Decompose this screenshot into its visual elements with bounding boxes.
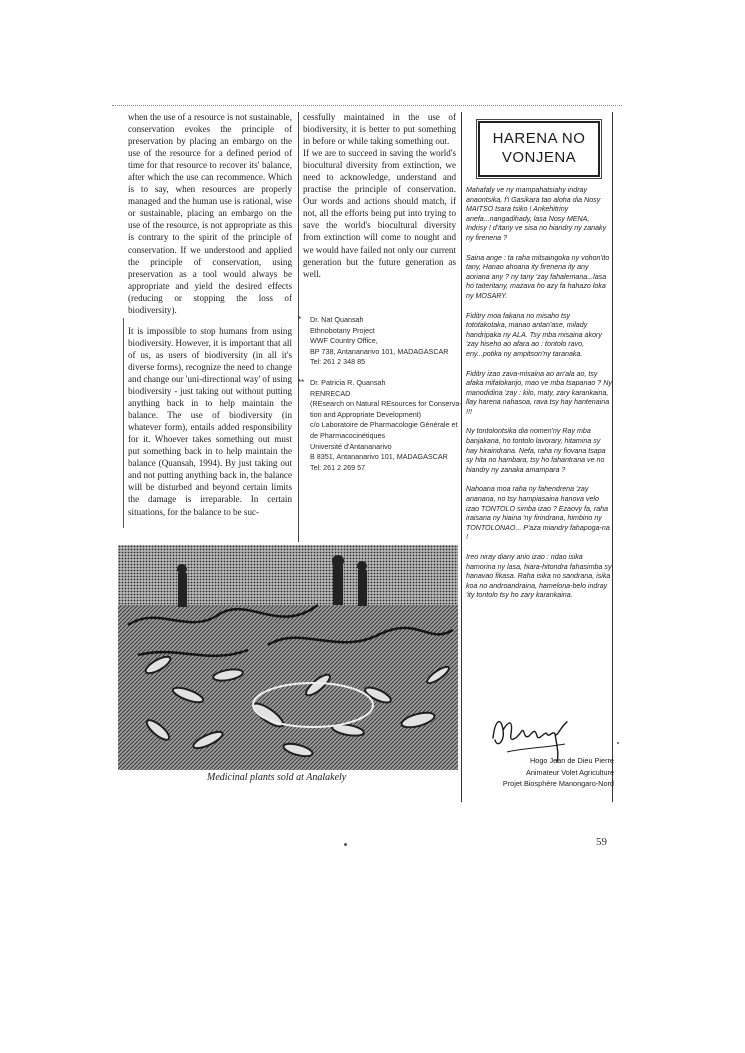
scan-speck [344, 843, 347, 846]
poem-title-box [478, 121, 600, 177]
address-block-1 [298, 315, 462, 368]
address-line: c/o Laboratoire de Pharmacologie Générale et [310, 420, 458, 430]
poem-stanza-1: Mahafaly ve ny mampahatsiahy indray anaontsika, f'i Gasikara tao aloha dia Nosy MAITSO tsara tsiko ! Ankehitriny anefa...nangadihady, lasa Nosy MENA, Indrisy ! d'itany ve sisa no hiandry ny zanaky ny firenena ? [466, 186, 607, 242]
left-column-rule [123, 318, 124, 528]
address-line: Dr. Nat Quansah [310, 315, 364, 324]
address-line: tion and Appropriate Development) [310, 409, 422, 419]
address-line: Ethnobotany Project [310, 325, 375, 335]
address-line: Université d'Antananarivo [310, 441, 392, 451]
poem-stanza-5: Ny tontolontsika dia nomen'ny Ray mba banjakana, ho tontolo lavorary, hitamina sy hay hiraindrana. Nefa, raha ny fiovana tsapa sy hita no hambara, tsy ho fahantrana ve no hiandry ny zanaka amampara ? [466, 427, 606, 474]
middle-column [303, 111, 456, 289]
poem-title-line-1: HARENA NO [492, 130, 586, 147]
poem-stanza-4: Fiditry izao zava-misaina ao an'ala ao, tsy afaka mifalokanjo, mao ve mba tsapanao ? Ny manodidina 'zay : kilo, maty, zary karankaina, llay harena nahasoa, rava tsy hay hantenaina !!! [466, 369, 612, 416]
address-line: BP 738, Antananarivo 101, MADAGASCAR [310, 346, 449, 356]
author-addresses [298, 315, 462, 483]
left-paragraph-1: when the use of a resource is not sustainable, conservation evokes the principle of preservation by placing an embargo on the use of the resource for a defined period of time for that resource to recover its' balance, after which the use can recommence. Which is to say, when resources are properly managed and the human use is rational, wise or sustainable, placing an embargo on the use of the resource, is not appropriate as this is contrary to the spirit of the principle of conservation. If we understood and applied the principle of conservation, using preservation as a tool would always be appropriate and yield the desired effects (reducing or stopping the loss of biodiversity). [128, 112, 292, 315]
address-line: Dr. Patricia R. Quansah [310, 377, 386, 387]
footnote-marker: * [298, 315, 302, 324]
column-divider [298, 112, 302, 542]
address-line: Tel: 261 2 269 57 [310, 462, 366, 472]
market-photo [118, 545, 458, 770]
poem-author [500, 755, 614, 790]
poem-body [466, 186, 612, 611]
address-line: WWF Country Office, [310, 336, 378, 346]
poem-stanza-3: Fiditry moa fakana no misaho tsy tototakotaka, manao antan'ase, milady handripaka ny ALA. Tsy mba misaina akory 'zay hiseho ao afara ao : tontolo ravo, eny...potika ny ampitson'ny taranaka. [466, 311, 602, 358]
poem-title-line-2: VONJENA [501, 149, 577, 166]
poem-stanza-2: Saina ange : ta raha mitsaingoka ny vohon'ito tany, Hanao ahoana ity firenena ity any aoriana any ? ny tany 'zay fahalemana...lasa ho taiteritany, mazava ho azy fa hahazo loka ny MOSARY. [466, 253, 610, 300]
address-line: Tel: 261 2 348 85 [310, 357, 366, 367]
author-org: Projet Biosphère Manongaro-Nord [502, 779, 614, 789]
poem-stanza-7: Ireo niray diany anio izao : ndao isika hamorina ny lasa, hiara-hitondra fahasimba sy hanavao fikasa. Raha isika no sandrana, isika koa no androandraina, hamelona-belo indray 'ity tontolo tsy ho zary karankaina. [466, 553, 612, 600]
address-line: B 8351, Antananarivo 101, MADAGASCAR [310, 452, 448, 462]
poem-stanza-6: Nahoana moa raha ny fahendrena 'zay ananana, no tsy hampiasaina hanova velo izao TONTOLO simba izao ? Ezaovy fa, raha iraisana ny hiaina 'ny firindrana, himbino ny TONTOLONAO... P'aza miandry fahapoga-na ! [466, 485, 610, 542]
footnote-marker: ** [298, 377, 305, 387]
author-role: Animateur Volet Agriculture [525, 767, 614, 777]
photo-caption: Medicinal plants sold at Analakely [207, 772, 347, 783]
address-line: (REsearch on Natural REsources for Conserva- [310, 399, 462, 409]
left-paragraph-2: It is impossible to stop humans from using biodiversity. However, it is important that all of us, as users of biodiversity (in all it's diverse forms), recognize the need to change and change our 'uni-directional way' of using biodiversity - just taking out without putting anything back in to help maintain the balance. The use of biodiversity (in whatever form), entails added responsibility for it. Whoever takes something out must put something back in to help maintain the balance (Quansah, 1994). By just taking out and not putting anything back in, the balance will be disturbed and beyond certain limits the damage is irreparable. In certain situations, for the balance to be suc- [128, 325, 292, 517]
page-number: 59 [596, 836, 607, 848]
address-block-2 [298, 377, 462, 473]
author-name: Hogo Jean de Dieu Pierre [530, 756, 614, 765]
scan-speck [617, 742, 619, 744]
left-column [128, 111, 292, 527]
middle-paragraph-1: cessfully maintained in the use of biodiversity, it is better to put something in before or while taking something out. [303, 112, 456, 147]
address-line: RENRECAD [310, 388, 351, 398]
address-line: de Pharmacocinétiques [310, 430, 386, 440]
middle-paragraph-2: If we are to succeed in saving the world's biocultural diversity from extinction, we need to acknowledge, understand and practise the principle of conservation. Our words and actions should match, if not, all the efforts being put into trying to save the world's biocultural diversity from extinction will come to nought and we would have failed not only our current generation but the future generation as well. [303, 148, 456, 279]
poem-box-right-rule [612, 112, 613, 802]
